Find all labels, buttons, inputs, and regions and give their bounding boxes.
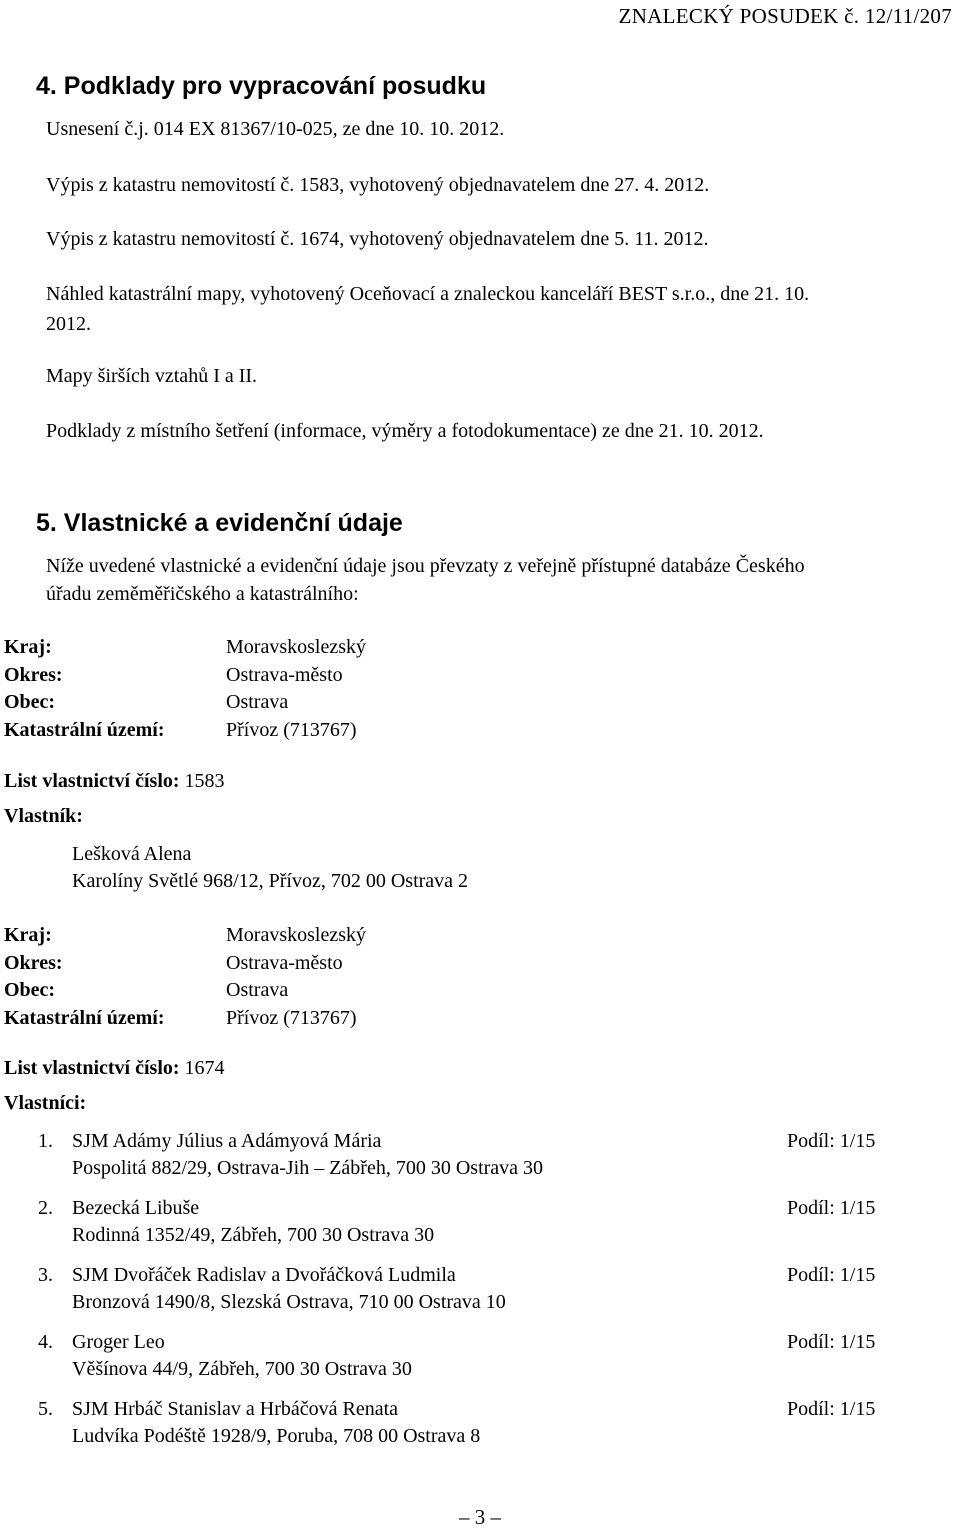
kraj-value: Moravskoslezský bbox=[226, 636, 366, 658]
owner-address: Ludvíka Podéště 1928/9, Poruba, 708 00 Ostrava 8 bbox=[72, 1425, 481, 1447]
source-item: Výpis z katastru nemovitostí č. 1674, vyhotovený objednavatelem dne 5. 11. 2012. bbox=[46, 228, 709, 250]
owner-share: Podíl: 1/15 bbox=[787, 1398, 876, 1420]
source-item: Výpis z katastru nemovitostí č. 1583, vyhotovený objednavatelem dne 27. 4. 2012. bbox=[46, 174, 710, 196]
vlastnici-label: Vlastníci: bbox=[4, 1092, 87, 1114]
okres-value: Ostrava-město bbox=[226, 664, 343, 686]
list-vlastnictvi bbox=[4, 770, 225, 793]
owner-address: Věšínova 44/9, Zábřeh, 700 30 Ostrava 30 bbox=[72, 1358, 412, 1380]
okres-label: Okres: bbox=[4, 952, 63, 974]
owner-name: SJM Hrbáč Stanislav a Hrbáčová Renata bbox=[72, 1398, 399, 1420]
section-5-intro-line2: úřadu zeměměřičského a katastrálního: bbox=[46, 583, 359, 605]
lv-label: List vlastnictví číslo: bbox=[4, 770, 180, 792]
lv-number: 1674 bbox=[184, 1057, 225, 1079]
owner-number: 1. bbox=[38, 1130, 53, 1152]
obec-label: Obec: bbox=[4, 691, 56, 713]
lv-label: List vlastnictví číslo: bbox=[4, 1057, 180, 1079]
source-item-continuation: 2012. bbox=[46, 313, 91, 335]
owner-name: SJM Adámy Július a Adámyová Mária bbox=[72, 1130, 382, 1152]
page-number: – 3 – bbox=[459, 1505, 501, 1529]
vlastnik-label: Vlastník: bbox=[4, 805, 83, 827]
okres-value: Ostrava-město bbox=[226, 952, 343, 974]
section-4-title: 4. Podklady pro vypracování posudku bbox=[36, 72, 487, 100]
kraj-label: Kraj: bbox=[4, 636, 52, 658]
source-item: Usnesení č.j. 014 EX 81367/10-025, ze dne 10. 10. 2012. bbox=[46, 118, 505, 140]
owner-share: Podíl: 1/15 bbox=[787, 1130, 876, 1152]
owner-share: Podíl: 1/15 bbox=[787, 1264, 876, 1286]
source-item: Náhled katastrální mapy, vyhotovený Oceňovací a znaleckou kanceláří BEST s.r.o., dne 21. 10. bbox=[46, 283, 810, 305]
section-5-intro-line1: Níže uvedené vlastnické a evidenční údaje jsou převzaty z veřejně přístupné databáze Českého bbox=[46, 555, 805, 577]
owner-name: SJM Dvořáček Radislav a Dvořáčková Ludmila bbox=[72, 1264, 456, 1286]
owner-number: 4. bbox=[38, 1331, 53, 1353]
obec-value: Ostrava bbox=[226, 691, 289, 713]
owner-number: 3. bbox=[38, 1264, 53, 1286]
kraj-label: Kraj: bbox=[4, 924, 52, 946]
section-5-title: 5. Vlastnické a evidenční údaje bbox=[36, 509, 403, 537]
owner-address: Bronzová 1490/8, Slezská Ostrava, 710 00 Ostrava 10 bbox=[72, 1291, 506, 1313]
source-item: Podklady z místního šetření (informace, výměry a fotodokumentace) ze dne 21. 10. 2012. bbox=[46, 420, 764, 442]
owner-name: Bezecká Libuše bbox=[72, 1197, 200, 1219]
lv-number: 1583 bbox=[184, 770, 225, 792]
katastralni-uzemi-label: Katastrální území: bbox=[4, 1007, 165, 1029]
owner-name: Groger Leo bbox=[72, 1331, 165, 1353]
owner-number: 2. bbox=[38, 1197, 53, 1219]
document-header: ZNALECKÝ POSUDEK č. 12/11/207 bbox=[618, 4, 952, 28]
owner-address: Pospolitá 882/29, Ostrava-Jih – Zábřeh, 700 30 Ostrava 30 bbox=[72, 1157, 544, 1179]
owner-share: Podíl: 1/15 bbox=[787, 1331, 876, 1353]
katastralni-uzemi-value: Přívoz (713767) bbox=[226, 1007, 357, 1029]
obec-value: Ostrava bbox=[226, 979, 289, 1001]
owner-address: Rodinná 1352/49, Zábřeh, 700 30 Ostrava 30 bbox=[72, 1224, 435, 1246]
owner-address: Karolíny Světlé 968/12, Přívoz, 702 00 Ostrava 2 bbox=[72, 870, 469, 892]
katastralni-uzemi-value: Přívoz (713767) bbox=[226, 719, 357, 741]
list-vlastnictvi bbox=[4, 1057, 225, 1080]
okres-label: Okres: bbox=[4, 664, 63, 686]
obec-label: Obec: bbox=[4, 979, 56, 1001]
source-item: Mapy širších vztahů I a II. bbox=[46, 365, 258, 387]
owner-number: 5. bbox=[38, 1398, 53, 1420]
owner-name: Lešková Alena bbox=[72, 843, 192, 865]
katastralni-uzemi-label: Katastrální území: bbox=[4, 719, 165, 741]
owner-share: Podíl: 1/15 bbox=[787, 1197, 876, 1219]
kraj-value: Moravskoslezský bbox=[226, 924, 366, 946]
